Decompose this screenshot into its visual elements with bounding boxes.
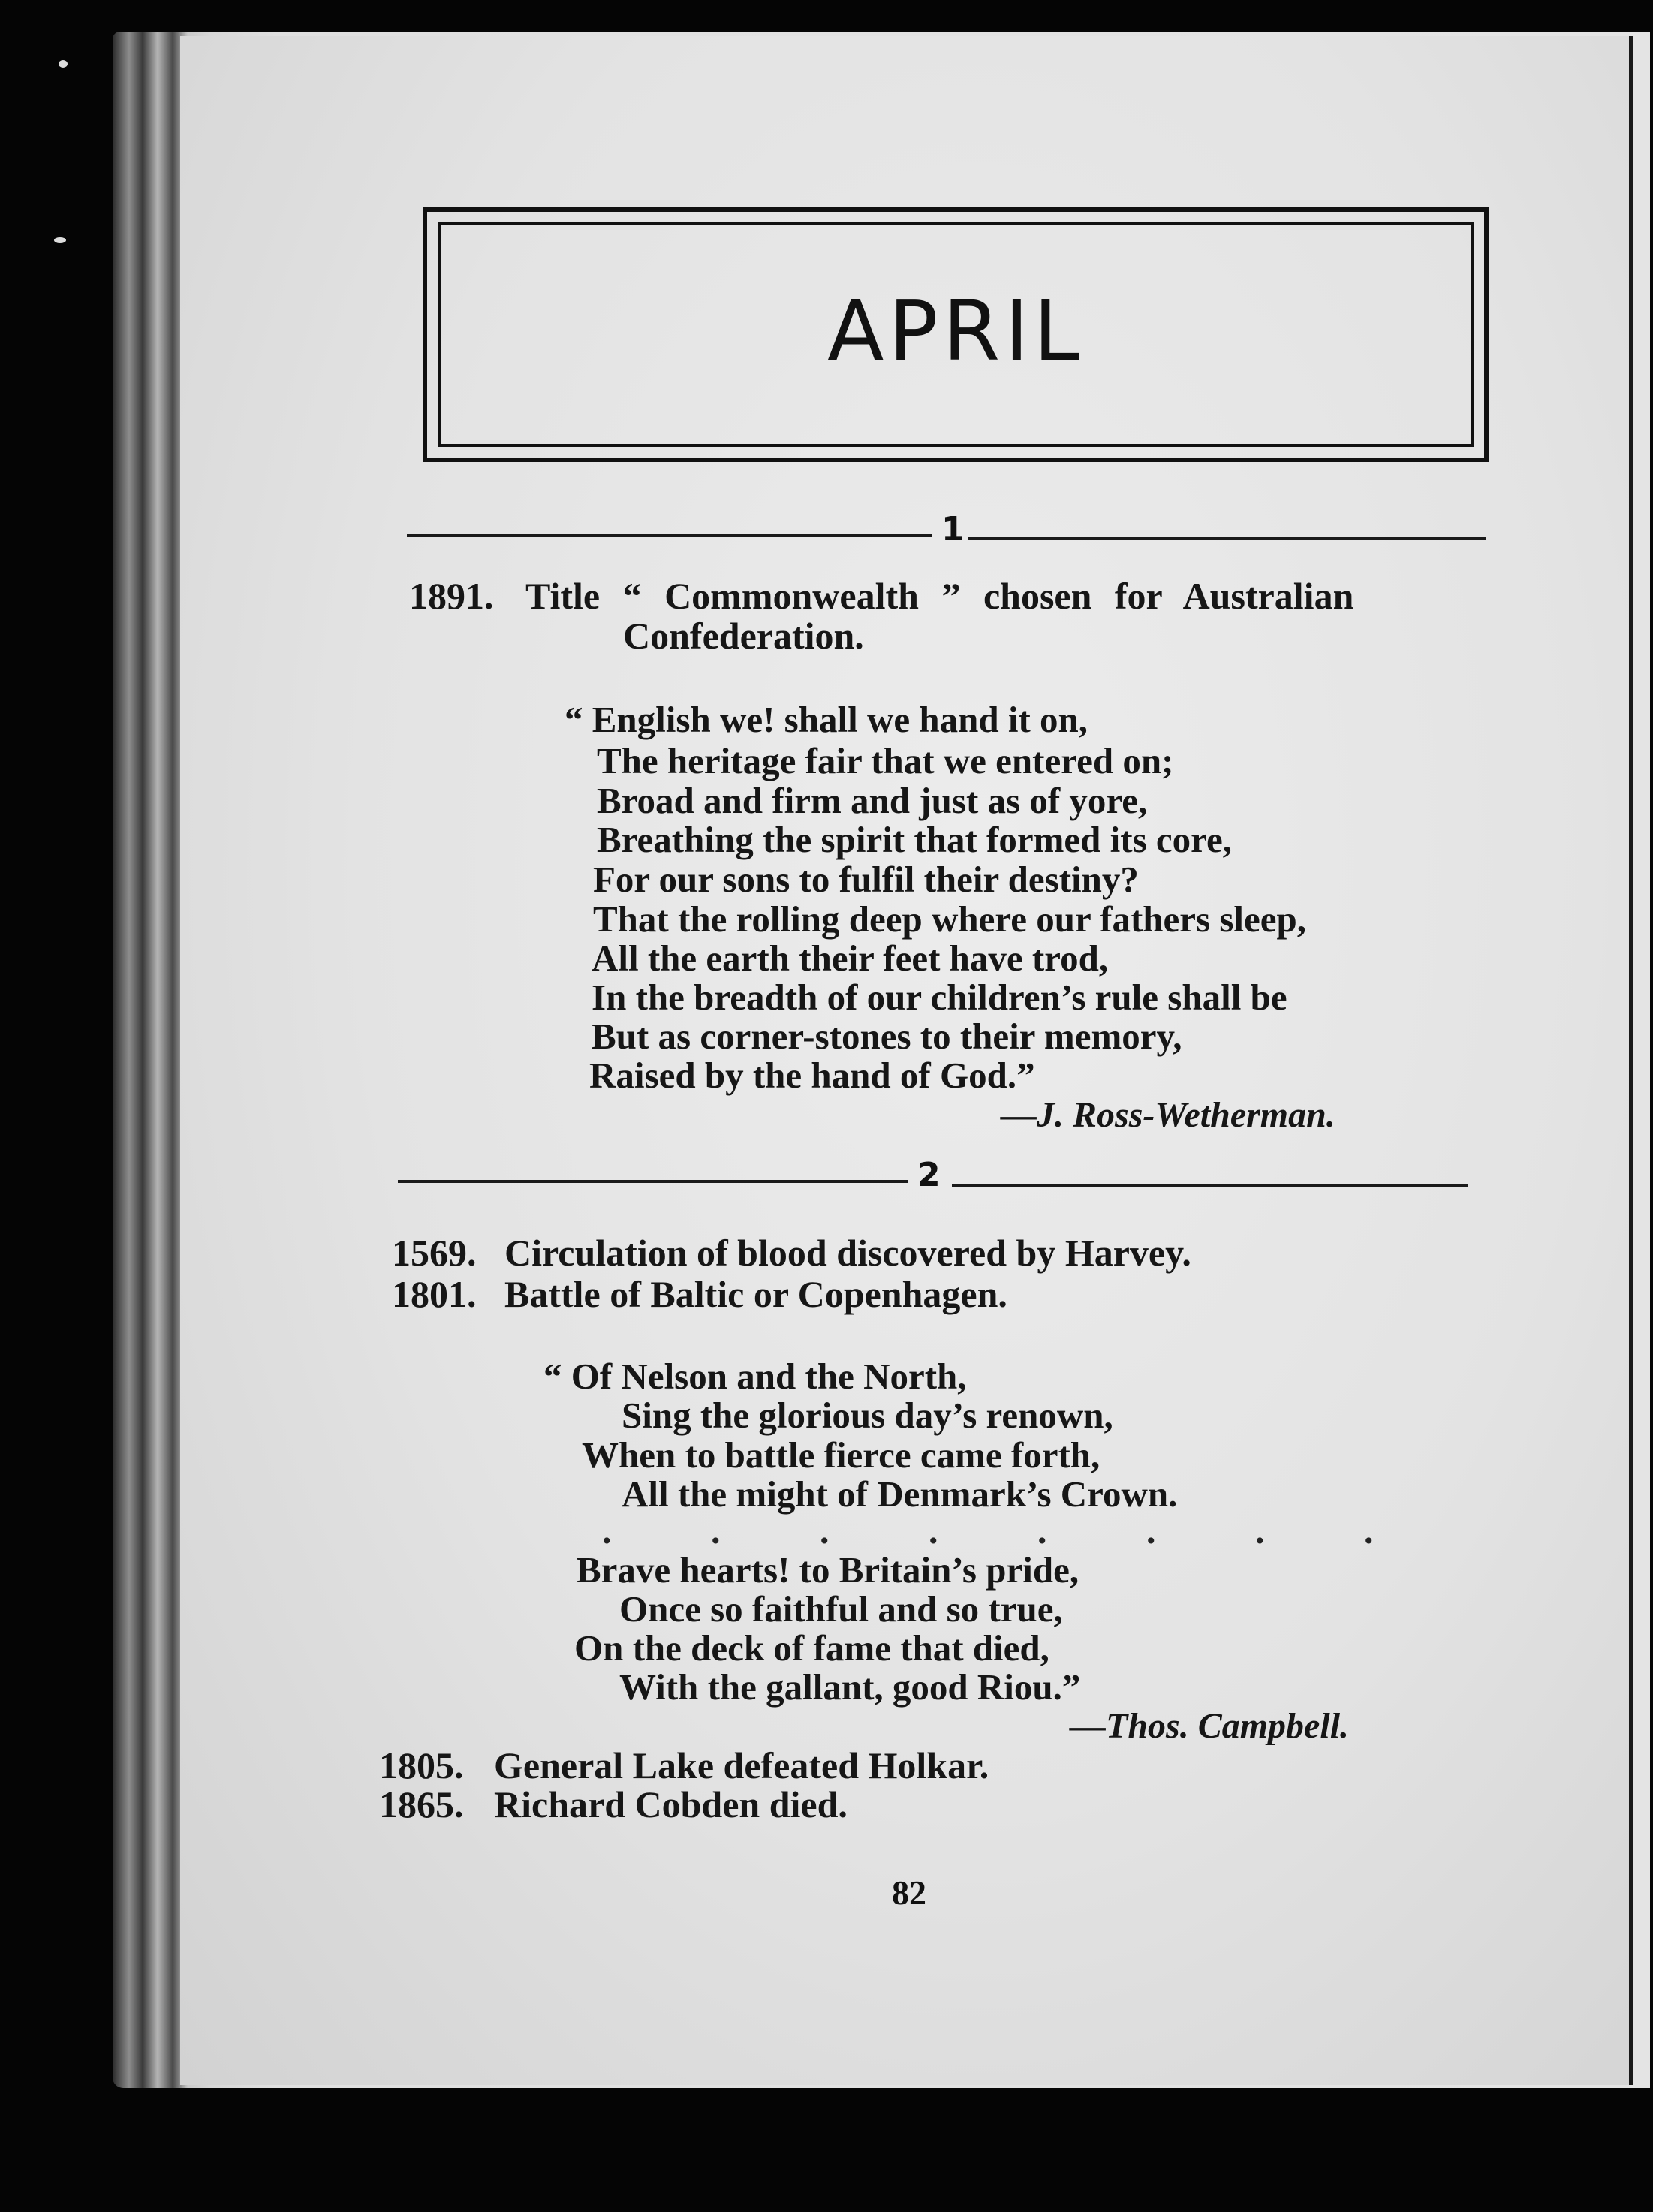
divider-day-1-left: [407, 534, 932, 537]
divider-day-1-right: [968, 537, 1486, 540]
verse-line: The heritage fair that we entered on;: [597, 740, 1174, 781]
event-text: Title “ Commonwealth ” chosen for Australian: [525, 575, 1354, 617]
day-number-2: 2: [917, 1156, 941, 1194]
verse-line: When to battle fierce came forth,: [582, 1434, 1100, 1476]
event-text: Battle of Baltic or Copenhagen.: [504, 1273, 1007, 1315]
verse-line: “ Of Nelson and the North,: [543, 1356, 967, 1397]
verse-line: That the rolling deep where our fathers sleep,: [593, 898, 1307, 940]
event-year: 1569.: [392, 1232, 477, 1274]
event-year: 1891.: [409, 575, 494, 617]
verse-line: On the deck of fame that died,: [574, 1627, 1049, 1669]
verse-line: For our sons to fulfil their destiny?: [593, 859, 1139, 900]
event-year: 1805.: [379, 1744, 464, 1786]
event-year: 1865.: [379, 1783, 464, 1825]
verse-line: All the might of Denmark’s Crown.: [622, 1473, 1178, 1515]
attribution-day-2: —Thos. Campbell.: [1070, 1706, 1350, 1746]
verse-line: “ English we! shall we hand it on,: [565, 699, 1088, 740]
divider-day-2-left: [398, 1180, 908, 1183]
page-number: 82: [892, 1873, 926, 1912]
verse-line: Breathing the spirit that formed its core,: [597, 819, 1233, 860]
event-year: 1801.: [392, 1273, 477, 1315]
event-text-cont: Confederation.: [623, 615, 864, 657]
divider-day-2-right: [952, 1184, 1468, 1187]
event-text: Richard Cobden died.: [494, 1783, 848, 1825]
title-frame: [423, 207, 1489, 462]
event-text: Circulation of blood discovered by Harvey.: [504, 1232, 1191, 1274]
verse-line: Brave hearts! to Britain’s pride,: [577, 1549, 1079, 1591]
verse-line: With the gallant, good Riou.”: [619, 1666, 1081, 1708]
verse-line: All the earth their feet have trod,: [592, 937, 1109, 979]
event-text: General Lake defeated Holkar.: [494, 1744, 989, 1786]
verse-line: Once so faithful and so true,: [619, 1588, 1063, 1630]
verse-line: Broad and firm and just as of yore,: [597, 780, 1148, 821]
page-title: APRIL: [827, 283, 1084, 379]
film-speck: [59, 60, 68, 68]
verse-line: But as corner-stones to their memory,: [592, 1016, 1182, 1057]
verse-line: In the breadth of our children’s rule shall be: [592, 977, 1287, 1018]
day-number-1: 1: [941, 510, 965, 549]
verse-line: Sing the glorious day’s renown,: [622, 1395, 1113, 1436]
verse-line: Raised by the hand of God.”: [589, 1055, 1035, 1096]
ellipsis-break: . . . . . . . .: [602, 1509, 1419, 1551]
film-speck: [54, 237, 66, 243]
attribution-day-1: —J. Ross-Wetherman.: [1001, 1095, 1335, 1135]
